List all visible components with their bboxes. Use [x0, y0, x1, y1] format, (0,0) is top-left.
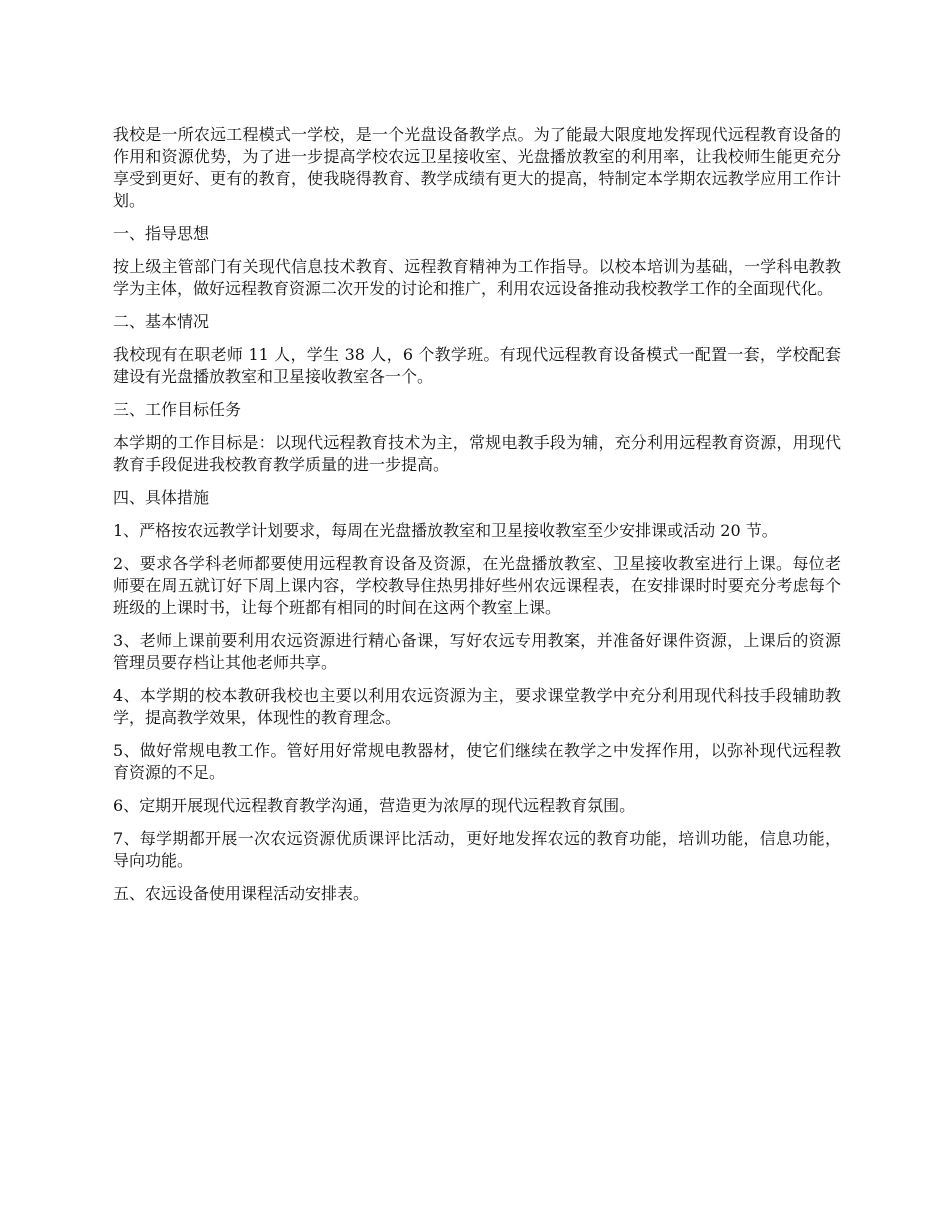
section-heading-basic-situation: 二、基本情况: [113, 312, 210, 331]
section-heading-schedule: 五、农远设备使用课程活动安排表。: [113, 884, 370, 903]
section-body-basic-situation: 我校现有在职老师 11 人，学生 38 人，6 个教学班。有现代远程教育设备模式一配置一套，学校配套建设有光盘播放教室和卫星接收教室各一个。: [113, 345, 841, 386]
measure-item-5: 5、做好常规电教工作。管好用好常规电教器材，使它们继续在教学之中发挥作用，以弥补现代远程教育资源的不足。: [113, 741, 841, 782]
section-heading-measures: 四、具体措施: [113, 488, 210, 507]
measure-item-2: 2、要求各学科老师都要使用远程教育设备及资源，在光盘播放教室、卫星接收教室进行上课。每位老师要在周五就订好下周上课内容，学校教导住热男排好些州农远课程表，在安排课时时要充分考虑每个班级的上课时书，让每个班都有相同的时间在这两个教室上课。: [113, 554, 841, 617]
intro-paragraph: 我校是一所农远工程模式一学校，是一个光盘设备教学点。为了能最大限度地发挥现代远程教育设备的作用和资源优势，为了进一步提高学校农远卫星接收室、光盘播放教室的利用率，让我校师生能更充分享受到更好、更有的教育，使我晓得教育、教学成绩有更大的提高，特制定本学期农远教学应用工作计划。: [113, 125, 841, 210]
measure-item-3: 3、老师上课前要利用农远资源进行精心备课，写好农远专用教案，并准备好课件资源，上课后的资源管理员要存档让其他老师共享。: [113, 631, 841, 672]
section-body-goals: 本学期的工作目标是：以现代远程教育技术为主，常规电教手段为辅，充分利用远程教育资源，用现代教育手段促进我校教育教学质量的进一步提高。: [113, 433, 841, 474]
measure-item-7: 7、每学期都开展一次农远资源优质课评比活动，更好地发挥农远的教育功能，培训功能，信息功能，导向功能。: [113, 829, 841, 870]
section-heading-guiding-ideology: 一、指导思想: [113, 224, 210, 243]
measure-item-4: 4、本学期的校本教研我校也主要以利用农远资源为主，要求课堂教学中充分利用现代科技手段辅助教学，提高教学效果，体现性的教育理念。: [113, 686, 841, 727]
measure-item-1: 1、严格按农远教学计划要求，每周在光盘播放教室和卫星接收教室至少安排课或活动 20 节。: [113, 521, 778, 540]
measure-item-6: 6、定期开展现代远程教育教学沟通，营造更为浓厚的现代远程教育氛围。: [113, 796, 636, 815]
section-body-guiding-ideology: 按上级主管部门有关现代信息技术教育、远程教育精神为工作指导。以校本培训为基础，一学科电教教学为主体，做好远程教育资源二次开发的讨论和推广，利用农远设备推动我校教学工作的全面现代化。: [113, 257, 841, 298]
document-page: [113, 124, 841, 916]
section-heading-goals: 三、工作目标任务: [113, 400, 242, 419]
